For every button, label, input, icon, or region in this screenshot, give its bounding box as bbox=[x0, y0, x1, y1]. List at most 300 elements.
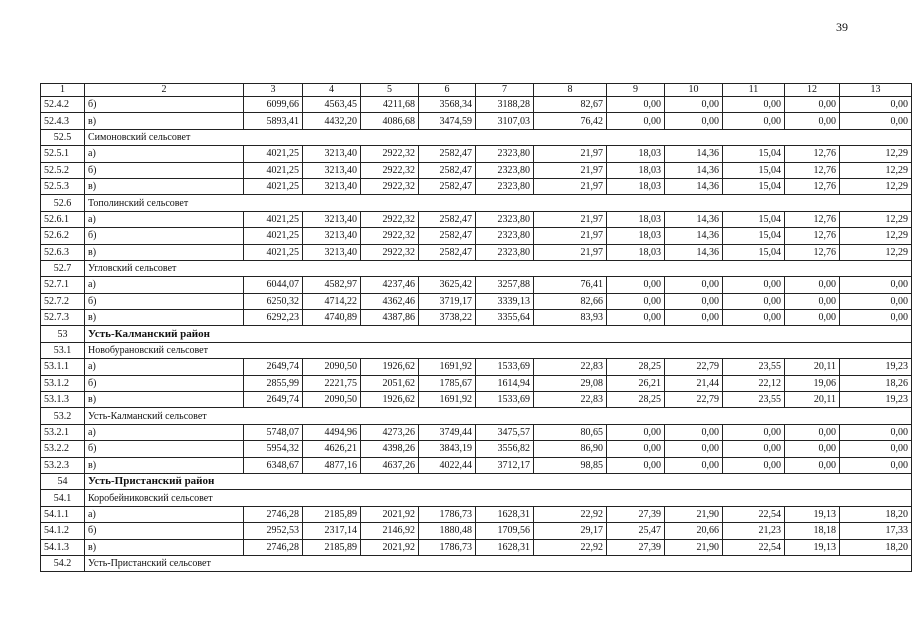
row-value: 6099,66 bbox=[244, 97, 303, 113]
row-value: 3749,44 bbox=[419, 424, 476, 440]
row-value: 1785,67 bbox=[419, 375, 476, 391]
row-value: 2582,47 bbox=[419, 146, 476, 162]
row-value: 19,23 bbox=[840, 359, 912, 375]
section-title: Новобурановский сельсовет bbox=[85, 342, 912, 358]
table-row bbox=[41, 97, 912, 113]
table-row bbox=[41, 293, 912, 309]
table-row bbox=[41, 178, 912, 194]
row-value: 15,04 bbox=[723, 211, 785, 227]
row-value: 3355,64 bbox=[476, 310, 534, 326]
row-value: 2582,47 bbox=[419, 178, 476, 194]
row-value: 2922,32 bbox=[361, 162, 419, 178]
row-value: 23,55 bbox=[723, 359, 785, 375]
row-value: 4211,68 bbox=[361, 97, 419, 113]
row-code: 52.5.1 bbox=[41, 146, 85, 162]
row-value: 76,41 bbox=[534, 277, 607, 293]
row-value: 0,00 bbox=[785, 441, 840, 457]
row-value: 2922,32 bbox=[361, 228, 419, 244]
row-value: 21,97 bbox=[534, 244, 607, 260]
row-label: в) bbox=[85, 113, 244, 129]
row-value: 4740,89 bbox=[303, 310, 361, 326]
row-value: 21,97 bbox=[534, 178, 607, 194]
row-value: 2090,50 bbox=[303, 359, 361, 375]
row-value: 21,97 bbox=[534, 211, 607, 227]
row-value: 12,76 bbox=[785, 244, 840, 260]
row-value: 18,20 bbox=[840, 506, 912, 522]
row-value: 12,29 bbox=[840, 244, 912, 260]
row-label: а) bbox=[85, 211, 244, 227]
row-value: 0,00 bbox=[607, 277, 665, 293]
row-value: 0,00 bbox=[607, 113, 665, 129]
row-value: 3475,57 bbox=[476, 424, 534, 440]
row-label: б) bbox=[85, 162, 244, 178]
row-value: 0,00 bbox=[840, 457, 912, 473]
row-value: 2746,28 bbox=[244, 539, 303, 555]
row-value: 19,06 bbox=[785, 375, 840, 391]
row-value: 2323,80 bbox=[476, 211, 534, 227]
section-code: 52.5 bbox=[41, 129, 85, 145]
row-value: 4582,97 bbox=[303, 277, 361, 293]
row-value: 0,00 bbox=[607, 441, 665, 457]
column-header: 13 bbox=[840, 84, 912, 97]
row-value: 18,03 bbox=[607, 244, 665, 260]
row-value: 26,21 bbox=[607, 375, 665, 391]
section-title: Угловский сельсовет bbox=[85, 260, 912, 276]
row-value: 2323,80 bbox=[476, 244, 534, 260]
row-value: 2185,89 bbox=[303, 506, 361, 522]
row-label: б) bbox=[85, 375, 244, 391]
column-header: 3 bbox=[244, 84, 303, 97]
row-value: 18,03 bbox=[607, 162, 665, 178]
section-row bbox=[41, 490, 912, 506]
row-value: 4022,44 bbox=[419, 457, 476, 473]
row-value: 12,29 bbox=[840, 146, 912, 162]
column-header: 1 bbox=[41, 84, 85, 97]
row-value: 2582,47 bbox=[419, 211, 476, 227]
row-label: а) bbox=[85, 424, 244, 440]
row-value: 21,90 bbox=[665, 539, 723, 555]
row-label: а) bbox=[85, 506, 244, 522]
row-value: 4362,46 bbox=[361, 293, 419, 309]
row-value: 3188,28 bbox=[476, 97, 534, 113]
row-value: 0,00 bbox=[723, 457, 785, 473]
column-header: 8 bbox=[534, 84, 607, 97]
row-value: 25,47 bbox=[607, 523, 665, 539]
table-row bbox=[41, 146, 912, 162]
section-code: 54 bbox=[41, 473, 85, 489]
row-value: 2582,47 bbox=[419, 228, 476, 244]
table-row bbox=[41, 424, 912, 440]
row-value: 18,03 bbox=[607, 228, 665, 244]
row-value: 0,00 bbox=[723, 424, 785, 440]
row-value: 2323,80 bbox=[476, 146, 534, 162]
row-value: 1691,92 bbox=[419, 359, 476, 375]
row-label: б) bbox=[85, 293, 244, 309]
section-row bbox=[41, 260, 912, 276]
row-value: 4021,25 bbox=[244, 244, 303, 260]
row-value: 2221,75 bbox=[303, 375, 361, 391]
row-value: 1926,62 bbox=[361, 392, 419, 408]
table-row bbox=[41, 523, 912, 539]
row-value: 12,29 bbox=[840, 162, 912, 178]
row-value: 1533,69 bbox=[476, 392, 534, 408]
row-value: 0,00 bbox=[607, 424, 665, 440]
row-label: в) bbox=[85, 310, 244, 326]
district-row bbox=[41, 326, 912, 342]
row-value: 0,00 bbox=[840, 113, 912, 129]
row-value: 12,76 bbox=[785, 228, 840, 244]
row-value: 19,13 bbox=[785, 539, 840, 555]
row-value: 2021,92 bbox=[361, 506, 419, 522]
section-code: 53 bbox=[41, 326, 85, 342]
row-code: 54.1.1 bbox=[41, 506, 85, 522]
row-label: б) bbox=[85, 523, 244, 539]
column-header: 7 bbox=[476, 84, 534, 97]
row-value: 0,00 bbox=[723, 277, 785, 293]
row-value: 2323,80 bbox=[476, 228, 534, 244]
row-value: 21,44 bbox=[665, 375, 723, 391]
row-value: 28,25 bbox=[607, 392, 665, 408]
section-code: 53.2 bbox=[41, 408, 85, 424]
row-value: 2582,47 bbox=[419, 162, 476, 178]
column-header: 11 bbox=[723, 84, 785, 97]
table-row bbox=[41, 277, 912, 293]
row-value: 14,36 bbox=[665, 211, 723, 227]
row-value: 22,92 bbox=[534, 539, 607, 555]
row-value: 0,00 bbox=[840, 97, 912, 113]
row-value: 6348,67 bbox=[244, 457, 303, 473]
row-value: 19,23 bbox=[840, 392, 912, 408]
row-value: 1709,56 bbox=[476, 523, 534, 539]
row-value: 0,00 bbox=[665, 113, 723, 129]
tariff-table bbox=[40, 83, 912, 572]
row-label: в) bbox=[85, 539, 244, 555]
row-value: 0,00 bbox=[785, 310, 840, 326]
row-code: 53.1.3 bbox=[41, 392, 85, 408]
row-value: 4626,21 bbox=[303, 441, 361, 457]
row-value: 4637,26 bbox=[361, 457, 419, 473]
row-code: 52.6.2 bbox=[41, 228, 85, 244]
section-title: Тополинский сельсовет bbox=[85, 195, 912, 211]
row-value: 0,00 bbox=[785, 277, 840, 293]
section-title: Усть-Пристанский сельсовет bbox=[85, 555, 912, 571]
row-value: 2051,62 bbox=[361, 375, 419, 391]
row-value: 2021,92 bbox=[361, 539, 419, 555]
row-code: 54.1.3 bbox=[41, 539, 85, 555]
row-value: 0,00 bbox=[665, 97, 723, 113]
row-code: 52.6.1 bbox=[41, 211, 85, 227]
row-value: 3213,40 bbox=[303, 244, 361, 260]
row-value: 14,36 bbox=[665, 146, 723, 162]
row-value: 4086,68 bbox=[361, 113, 419, 129]
district-row bbox=[41, 473, 912, 489]
table-row bbox=[41, 113, 912, 129]
row-code: 53.2.3 bbox=[41, 457, 85, 473]
row-code: 53.2.1 bbox=[41, 424, 85, 440]
row-value: 15,04 bbox=[723, 228, 785, 244]
row-value: 21,23 bbox=[723, 523, 785, 539]
row-value: 0,00 bbox=[785, 97, 840, 113]
row-value: 0,00 bbox=[840, 310, 912, 326]
row-value: 3738,22 bbox=[419, 310, 476, 326]
row-value: 0,00 bbox=[607, 310, 665, 326]
column-header: 4 bbox=[303, 84, 361, 97]
row-code: 54.1.2 bbox=[41, 523, 85, 539]
row-value: 80,65 bbox=[534, 424, 607, 440]
row-label: а) bbox=[85, 277, 244, 293]
row-label: в) bbox=[85, 392, 244, 408]
row-code: 53.2.2 bbox=[41, 441, 85, 457]
row-value: 4387,86 bbox=[361, 310, 419, 326]
row-value: 21,97 bbox=[534, 228, 607, 244]
row-value: 0,00 bbox=[665, 457, 723, 473]
row-value: 6292,23 bbox=[244, 310, 303, 326]
row-value: 82,66 bbox=[534, 293, 607, 309]
row-value: 29,08 bbox=[534, 375, 607, 391]
row-value: 4494,96 bbox=[303, 424, 361, 440]
row-value: 3568,34 bbox=[419, 97, 476, 113]
row-value: 0,00 bbox=[785, 424, 840, 440]
row-value: 22,92 bbox=[534, 506, 607, 522]
row-label: а) bbox=[85, 146, 244, 162]
row-value: 0,00 bbox=[840, 441, 912, 457]
row-value: 3339,13 bbox=[476, 293, 534, 309]
row-value: 0,00 bbox=[723, 113, 785, 129]
row-value: 2185,89 bbox=[303, 539, 361, 555]
section-code: 52.6 bbox=[41, 195, 85, 211]
row-code: 52.7.1 bbox=[41, 277, 85, 293]
row-label: в) bbox=[85, 178, 244, 194]
row-label: б) bbox=[85, 228, 244, 244]
row-value: 18,03 bbox=[607, 178, 665, 194]
row-value: 22,54 bbox=[723, 506, 785, 522]
row-value: 21,97 bbox=[534, 162, 607, 178]
row-value: 1628,31 bbox=[476, 506, 534, 522]
row-code: 52.6.3 bbox=[41, 244, 85, 260]
section-title: Коробейниковский сельсовет bbox=[85, 490, 912, 506]
row-value: 14,36 bbox=[665, 244, 723, 260]
row-value: 0,00 bbox=[840, 424, 912, 440]
row-value: 22,12 bbox=[723, 375, 785, 391]
district-title: Усть-Пристанский район bbox=[85, 473, 912, 489]
table-row bbox=[41, 506, 912, 522]
row-value: 2922,32 bbox=[361, 146, 419, 162]
row-value: 4273,26 bbox=[361, 424, 419, 440]
row-value: 4398,26 bbox=[361, 441, 419, 457]
row-value: 3213,40 bbox=[303, 211, 361, 227]
row-value: 27,39 bbox=[607, 539, 665, 555]
table-row bbox=[41, 441, 912, 457]
row-value: 15,04 bbox=[723, 244, 785, 260]
row-value: 1533,69 bbox=[476, 359, 534, 375]
section-row bbox=[41, 195, 912, 211]
row-value: 22,83 bbox=[534, 359, 607, 375]
row-value: 15,04 bbox=[723, 178, 785, 194]
row-value: 28,25 bbox=[607, 359, 665, 375]
row-value: 18,18 bbox=[785, 523, 840, 539]
row-value: 4237,46 bbox=[361, 277, 419, 293]
row-value: 12,76 bbox=[785, 178, 840, 194]
row-value: 6044,07 bbox=[244, 277, 303, 293]
row-value: 4563,45 bbox=[303, 97, 361, 113]
row-value: 2582,47 bbox=[419, 244, 476, 260]
row-value: 12,76 bbox=[785, 162, 840, 178]
row-value: 3625,42 bbox=[419, 277, 476, 293]
row-value: 0,00 bbox=[723, 441, 785, 457]
row-value: 2922,32 bbox=[361, 211, 419, 227]
row-value: 1614,94 bbox=[476, 375, 534, 391]
row-value: 1786,73 bbox=[419, 539, 476, 555]
row-value: 4432,20 bbox=[303, 113, 361, 129]
row-value: 1691,92 bbox=[419, 392, 476, 408]
row-value: 18,03 bbox=[607, 146, 665, 162]
table-row bbox=[41, 375, 912, 391]
row-value: 3843,19 bbox=[419, 441, 476, 457]
table-row bbox=[41, 457, 912, 473]
row-value: 2317,14 bbox=[303, 523, 361, 539]
row-value: 3712,17 bbox=[476, 457, 534, 473]
section-title: Усть-Калманский сельсовет bbox=[85, 408, 912, 424]
row-value: 4021,25 bbox=[244, 211, 303, 227]
row-value: 12,29 bbox=[840, 178, 912, 194]
row-value: 0,00 bbox=[607, 97, 665, 113]
row-label: в) bbox=[85, 244, 244, 260]
row-value: 20,11 bbox=[785, 392, 840, 408]
section-code: 53.1 bbox=[41, 342, 85, 358]
column-header: 2 bbox=[85, 84, 244, 97]
row-value: 22,83 bbox=[534, 392, 607, 408]
table-row bbox=[41, 310, 912, 326]
row-value: 0,00 bbox=[785, 457, 840, 473]
row-value: 2855,99 bbox=[244, 375, 303, 391]
row-value: 0,00 bbox=[723, 310, 785, 326]
row-label: б) bbox=[85, 97, 244, 113]
row-code: 52.7.2 bbox=[41, 293, 85, 309]
row-code: 53.1.1 bbox=[41, 359, 85, 375]
row-value: 3257,88 bbox=[476, 277, 534, 293]
row-code: 52.5.2 bbox=[41, 162, 85, 178]
column-header: 9 bbox=[607, 84, 665, 97]
row-value: 0,00 bbox=[607, 457, 665, 473]
row-value: 4714,22 bbox=[303, 293, 361, 309]
row-value: 3213,40 bbox=[303, 228, 361, 244]
row-value: 21,90 bbox=[665, 506, 723, 522]
row-value: 2323,80 bbox=[476, 162, 534, 178]
row-code: 52.5.3 bbox=[41, 178, 85, 194]
row-value: 82,67 bbox=[534, 97, 607, 113]
row-value: 1786,73 bbox=[419, 506, 476, 522]
row-value: 3213,40 bbox=[303, 162, 361, 178]
row-value: 83,93 bbox=[534, 310, 607, 326]
row-value: 2090,50 bbox=[303, 392, 361, 408]
section-code: 54.1 bbox=[41, 490, 85, 506]
row-value: 98,85 bbox=[534, 457, 607, 473]
row-value: 12,76 bbox=[785, 146, 840, 162]
section-code: 54.2 bbox=[41, 555, 85, 571]
row-value: 27,39 bbox=[607, 506, 665, 522]
row-value: 3556,82 bbox=[476, 441, 534, 457]
row-value: 4021,25 bbox=[244, 178, 303, 194]
row-value: 0,00 bbox=[785, 293, 840, 309]
row-value: 14,36 bbox=[665, 178, 723, 194]
row-value: 4021,25 bbox=[244, 162, 303, 178]
row-label: б) bbox=[85, 441, 244, 457]
row-value: 15,04 bbox=[723, 162, 785, 178]
row-label: в) bbox=[85, 457, 244, 473]
row-value: 2649,74 bbox=[244, 392, 303, 408]
row-value: 2746,28 bbox=[244, 506, 303, 522]
row-value: 2323,80 bbox=[476, 178, 534, 194]
table-row bbox=[41, 539, 912, 555]
row-value: 0,00 bbox=[785, 113, 840, 129]
row-code: 52.4.2 bbox=[41, 97, 85, 113]
row-value: 12,29 bbox=[840, 211, 912, 227]
row-value: 4021,25 bbox=[244, 228, 303, 244]
row-value: 1926,62 bbox=[361, 359, 419, 375]
district-title: Усть-Калманский район bbox=[85, 326, 912, 342]
row-value: 0,00 bbox=[665, 277, 723, 293]
column-header-row bbox=[41, 84, 912, 97]
row-value: 20,66 bbox=[665, 523, 723, 539]
row-value: 2922,32 bbox=[361, 244, 419, 260]
table-row bbox=[41, 228, 912, 244]
column-header: 6 bbox=[419, 84, 476, 97]
row-value: 1880,48 bbox=[419, 523, 476, 539]
table-row bbox=[41, 392, 912, 408]
row-value: 2649,74 bbox=[244, 359, 303, 375]
row-value: 0,00 bbox=[665, 310, 723, 326]
row-value: 22,79 bbox=[665, 359, 723, 375]
row-value: 0,00 bbox=[665, 293, 723, 309]
row-value: 5893,41 bbox=[244, 113, 303, 129]
row-value: 0,00 bbox=[665, 441, 723, 457]
column-header: 5 bbox=[361, 84, 419, 97]
row-value: 3107,03 bbox=[476, 113, 534, 129]
row-value: 14,36 bbox=[665, 162, 723, 178]
column-header: 10 bbox=[665, 84, 723, 97]
table-row bbox=[41, 359, 912, 375]
row-value: 86,90 bbox=[534, 441, 607, 457]
row-value: 0,00 bbox=[607, 293, 665, 309]
section-row bbox=[41, 342, 912, 358]
table-row bbox=[41, 244, 912, 260]
row-value: 3719,17 bbox=[419, 293, 476, 309]
row-value: 20,11 bbox=[785, 359, 840, 375]
row-value: 19,13 bbox=[785, 506, 840, 522]
row-value: 14,36 bbox=[665, 228, 723, 244]
column-header: 12 bbox=[785, 84, 840, 97]
row-value: 4877,16 bbox=[303, 457, 361, 473]
page-number: 39 bbox=[836, 20, 848, 34]
row-code: 52.4.3 bbox=[41, 113, 85, 129]
row-value: 29,17 bbox=[534, 523, 607, 539]
row-value: 1628,31 bbox=[476, 539, 534, 555]
row-code: 52.7.3 bbox=[41, 310, 85, 326]
row-value: 17,33 bbox=[840, 523, 912, 539]
row-value: 0,00 bbox=[723, 293, 785, 309]
section-row bbox=[41, 555, 912, 571]
row-value: 22,54 bbox=[723, 539, 785, 555]
row-value: 18,20 bbox=[840, 539, 912, 555]
row-label: а) bbox=[85, 359, 244, 375]
table-body bbox=[41, 84, 912, 572]
row-value: 2146,92 bbox=[361, 523, 419, 539]
row-value: 3474,59 bbox=[419, 113, 476, 129]
row-value: 5748,07 bbox=[244, 424, 303, 440]
row-value: 0,00 bbox=[840, 277, 912, 293]
table-row bbox=[41, 162, 912, 178]
row-value: 12,29 bbox=[840, 228, 912, 244]
